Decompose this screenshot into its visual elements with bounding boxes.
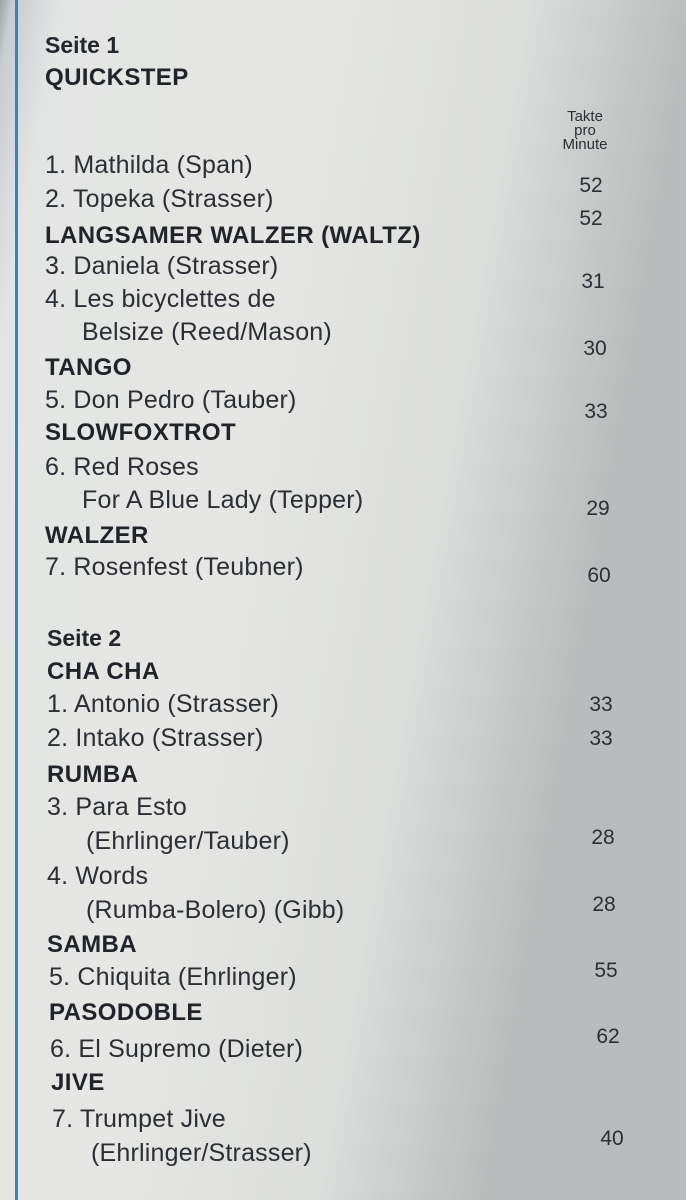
- track-tempo: 52: [579, 174, 603, 197]
- track-tempo: 55: [594, 959, 618, 982]
- blue-margin-rule: [15, 0, 18, 1200]
- track-tempo: 31: [581, 270, 605, 293]
- track-title: 5. Don Pedro (Tauber): [45, 386, 297, 414]
- dance-heading-langsamer-walzer: LANGSAMER WALZER (WALTZ): [45, 222, 421, 249]
- track-tempo: 33: [584, 400, 608, 423]
- track-tempo: 33: [589, 727, 613, 750]
- dance-heading-slowfoxtrot: SLOWFOXTROT: [45, 419, 237, 446]
- track-tempo: 28: [591, 826, 615, 849]
- track-title: 3. Para Esto: [47, 793, 187, 821]
- dance-heading-jive: JIVE: [51, 1069, 105, 1096]
- track-title: 3. Daniela (Strasser): [45, 252, 279, 280]
- track-title-continued: For A Blue Lady (Tepper): [82, 486, 364, 514]
- track-title: 4. Words: [47, 862, 149, 890]
- tempo-header-line-3: Minute: [562, 136, 608, 153]
- track-title: 2. Topeka (Strasser): [45, 185, 274, 213]
- track-title: 1. Antonio (Strasser): [47, 690, 280, 718]
- tempo-header-line-1: Takte: [567, 108, 603, 125]
- track-title: 1. Mathilda (Span): [45, 151, 253, 179]
- track-tempo: 40: [600, 1127, 624, 1150]
- track-title: 5. Chiquita (Ehrlinger): [49, 963, 297, 991]
- track-tempo: 52: [579, 207, 603, 230]
- track-title-continued: (Ehrlinger/Tauber): [86, 827, 290, 855]
- track-tempo: 28: [592, 893, 616, 916]
- track-title: 4. Les bicyclettes de: [45, 285, 276, 313]
- dance-heading-samba: SAMBA: [47, 931, 137, 958]
- track-tempo: 29: [586, 497, 610, 520]
- dance-heading-quickstep: QUICKSTEP: [45, 64, 189, 91]
- track-tempo: 60: [587, 564, 611, 587]
- track-title-continued: (Ehrlinger/Strasser): [91, 1139, 312, 1167]
- dance-heading-cha-cha: CHA CHA: [47, 658, 160, 685]
- dance-heading-pasodoble: PASODOBLE: [49, 999, 203, 1026]
- dance-heading-walzer: WALZER: [45, 522, 149, 549]
- track-title-continued: (Rumba-Bolero) (Gibb): [86, 896, 345, 924]
- track-title-continued: Belsize (Reed/Mason): [82, 318, 332, 346]
- track-title: 6. Red Roses: [45, 453, 199, 481]
- track-title: 7. Trumpet Jive: [52, 1105, 226, 1133]
- tempo-column-header: [552, 110, 618, 152]
- track-tempo: 62: [596, 1025, 620, 1048]
- track-tempo: 33: [589, 693, 613, 716]
- track-title: 2. Intako (Strasser): [47, 724, 264, 752]
- tempo-header-line-2: pro: [574, 122, 596, 139]
- side-1-title: Seite 1: [45, 32, 120, 58]
- dance-heading-rumba: RUMBA: [47, 761, 139, 788]
- track-tempo: 30: [583, 337, 607, 360]
- side-2-title: Seite 2: [47, 625, 122, 651]
- dance-heading-tango: TANGO: [45, 354, 132, 381]
- track-title: 7. Rosenfest (Teubner): [45, 553, 304, 581]
- track-title: 6. El Supremo (Dieter): [50, 1035, 304, 1063]
